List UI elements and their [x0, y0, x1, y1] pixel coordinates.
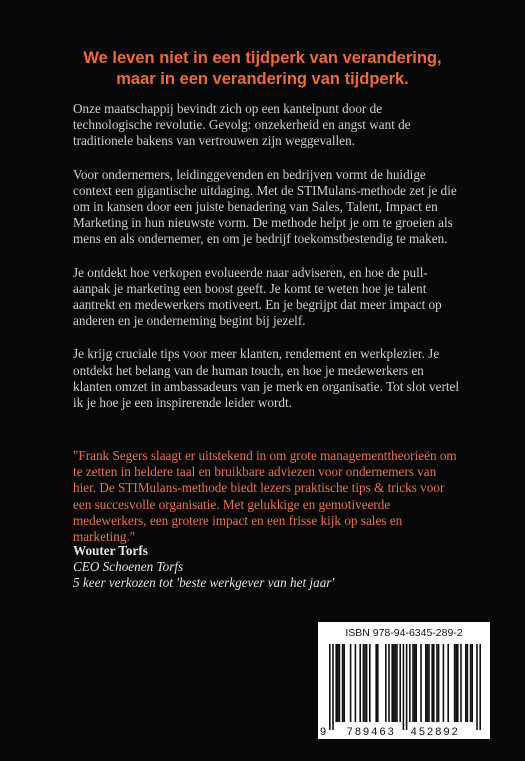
- barcode-bar: [359, 644, 361, 722]
- blurb-paragraph-1: Onze maatschappij bevindt zich op een kantelpunt door de technologische revolutie. Gevolg: onzekerheid en angst want de traditionele bakens van vertrouwen zijn weggevallen.: [73, 101, 411, 149]
- barcode-bar: [335, 644, 337, 722]
- barcode-bar: [436, 644, 438, 722]
- barcode-bar: [467, 644, 469, 722]
- barcode-bar: [395, 644, 397, 722]
- blurb-paragraph-3: Je ontdekt hoe verkopen evolueerde naar adviseren, en hoe de pull-aanpak je marketing een boost geeft. Je komt te weten hoe je talent aantrekt en medewerkers motiveert. En je begrijpt dat meer impact op anderen en je onderneming begint bij jezelf.: [73, 264, 442, 329]
- barcode-bar: [476, 644, 478, 730]
- barcode-bar: [369, 644, 371, 722]
- isbn-label: ISBN 978-94-6345-289-2: [345, 627, 463, 639]
- back-cover-headline: [40, 48, 485, 90]
- barcode-bar: [396, 644, 398, 722]
- barcode-bar: [339, 644, 341, 722]
- barcode-bar: [438, 644, 440, 722]
- barcode-bar: [420, 644, 422, 722]
- endorser-role: CEO Schoenen Torfs: [73, 559, 184, 575]
- barcode-icon: [318, 642, 490, 739]
- isbn-barcode: [318, 622, 490, 739]
- barcode-bar: [337, 644, 339, 722]
- barcode-bar: [377, 644, 379, 722]
- barcode-bar: [427, 644, 429, 722]
- barcode-bar: [342, 644, 344, 722]
- blurb-paragraph-4: Je krijg cruciale tips voor meer klanten, rendement en werkplezier. Je ontdekt het belang van de human touch, en hoe je medewerkers en klanten omzet in ambassadeurs van je merk en organisatie. Tot slot vertel ik je hoe je een inspirerende leider wordt.: [73, 346, 460, 411]
- barcode-bar: [470, 644, 472, 722]
- barcode-bar: [391, 644, 393, 722]
- barcode-bar: [393, 644, 395, 722]
- barcode-bar: [385, 644, 387, 722]
- barcode-bar: [364, 644, 366, 722]
- barcode-bar: [329, 644, 331, 730]
- barcode-bar: [350, 644, 352, 722]
- barcode-bar: [375, 644, 377, 722]
- barcode-bar: [399, 644, 401, 722]
- headline-line-2: maar in een verandering van tijdperk.: [116, 70, 409, 88]
- barcode-bar: [409, 644, 411, 722]
- blurb-body: [73, 101, 463, 428]
- barcode-bar: [332, 644, 334, 730]
- barcode-bar: [465, 644, 467, 722]
- barcode-bar: [443, 644, 445, 722]
- blurb-paragraph-2: Voor ondernemers, leidinggevenden en bedrijven vormt de huidige context een gigantische uitdaging. Met de STIMulans-methode zet je die om in kansen door een juiste benadering van Sales, Talent, Impact en Marketing in hun nieuwste vorm. De methode helpt je om te groeien als mens en als ondernemer, en om je bedrijf toekomstbestendig te maken.: [73, 166, 457, 247]
- barcode-bar: [455, 644, 457, 722]
- endorsement-quote: "Frank Segers slaagt er uitstekend in om grote managementtheorieën om te zetten in heldere taal en bruikbare adviezen voor ondernemers van hier. De STIMulans-methode biedt lezers praktische tips & tricks voor een succesvolle organisatie. Met gelukkige en gemotiveerde medewerkers, een grotere impact en een frisse kijk op sales en marketing.": [73, 448, 457, 545]
- barcode-digits-left: 789463: [346, 727, 396, 739]
- barcode-bar: [479, 644, 481, 730]
- barcode-lead-digit: 9: [319, 727, 327, 739]
- barcode-digits-right: 452892: [410, 727, 460, 739]
- barcode-bar: [433, 644, 435, 722]
- barcode-bar: [403, 644, 405, 730]
- barcode-bar: [414, 644, 416, 722]
- barcode-bar: [406, 644, 408, 730]
- barcode-bar: [425, 644, 427, 722]
- barcode-bar: [415, 644, 417, 722]
- headline-line-1: We leven niet in een tijdperk van verandering,: [83, 49, 442, 67]
- barcode-bar: [363, 644, 365, 722]
- barcode-bar: [355, 644, 357, 722]
- endorser-note: 5 keer verkozen tot 'beste werkgever van het jaar': [73, 575, 335, 591]
- endorser-name: Wouter Torfs: [73, 543, 148, 558]
- barcode-bar: [431, 644, 433, 722]
- barcode-bar: [343, 644, 345, 722]
- barcode-bar: [366, 644, 368, 722]
- barcode-bar: [471, 644, 473, 722]
- endorsement-attribution: [73, 543, 473, 592]
- barcode-bar: [447, 644, 449, 722]
- barcode-bar: [388, 644, 390, 722]
- barcode-bar: [460, 644, 462, 722]
- barcode-bar: [454, 644, 456, 722]
- barcode-bar: [457, 644, 459, 722]
- barcode-bar: [412, 644, 414, 722]
- barcode-bar: [428, 644, 430, 722]
